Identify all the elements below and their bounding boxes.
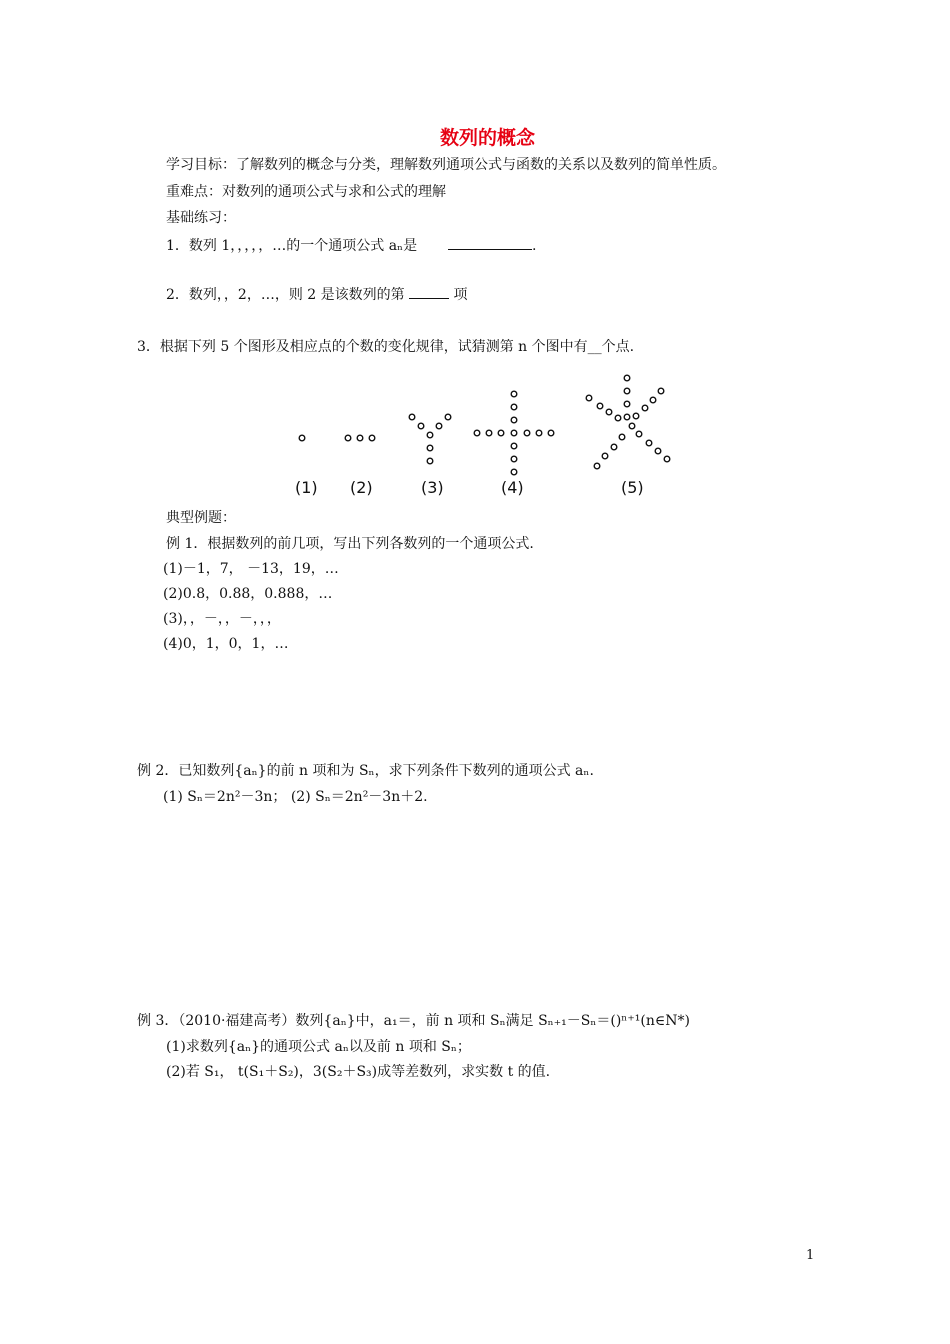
learning-goals: 学习目标：了解数列的概念与分类，理解数列通项公式与函数的关系以及数列的简单性质。 xyxy=(166,157,726,173)
dot xyxy=(586,395,592,401)
figure-label-2: (2) xyxy=(350,478,373,497)
key-points: 重难点：对数列的通项公式与求和公式的理解 xyxy=(166,184,446,200)
page-number: 1 xyxy=(806,1248,815,1263)
example-1-item-3: (3)，，－，，－，，， xyxy=(163,611,281,627)
question-1-end: . xyxy=(532,238,537,254)
dot xyxy=(498,430,504,436)
dot xyxy=(664,456,670,462)
dot xyxy=(619,434,625,440)
dot xyxy=(511,417,517,423)
dot xyxy=(624,414,630,420)
example-3: 例 3．（2010·福建高考）数列{aₙ}中，a₁＝，前 n 项和 Sₙ满足 Sₙ₊₁－Sₙ＝()ⁿ⁺¹(n∈N*) xyxy=(137,1013,690,1029)
dot xyxy=(436,423,442,429)
dot xyxy=(511,456,517,462)
dot xyxy=(536,430,542,436)
dot xyxy=(611,444,617,450)
dot xyxy=(615,415,621,421)
dot xyxy=(658,388,664,394)
dot xyxy=(650,397,656,403)
basic-practice-heading: 基础练习： xyxy=(166,210,236,226)
dot xyxy=(357,435,363,441)
question-2-end: 项 xyxy=(453,287,468,303)
dot xyxy=(624,375,630,381)
question-3: 3．根据下列 5 个图形及相应点的个数的变化规律，试猜测第 n 个图中有__个点. xyxy=(137,339,635,355)
dot xyxy=(548,430,554,436)
dot xyxy=(629,423,635,429)
dot xyxy=(636,431,642,437)
dot xyxy=(633,413,639,419)
dot xyxy=(345,435,351,441)
example-1-item-1: (1)－1，7， －13，19，… xyxy=(163,561,339,577)
dot xyxy=(418,423,424,429)
example-3-item-1: (1)求数列{aₙ}的通项公式 aₙ以及前 n 项和 Sₙ； xyxy=(166,1039,471,1055)
dot xyxy=(597,403,603,409)
question-2-text: 2．数列，，2，…，则 2 是该数列的第 xyxy=(166,287,405,303)
dot xyxy=(445,414,451,420)
dot xyxy=(655,448,661,454)
example-3-item-2: (2)若 S₁， t(S₁＋S₂)，3(S₂＋S₃)成等差数列，求实数 t 的值. xyxy=(166,1064,551,1080)
dot xyxy=(427,432,433,438)
dot xyxy=(486,430,492,436)
dot xyxy=(511,404,517,410)
figure-label-4: (4) xyxy=(501,478,524,497)
dot xyxy=(511,391,517,397)
dot xyxy=(427,445,433,451)
dot xyxy=(409,414,415,420)
dot xyxy=(369,435,375,441)
dot xyxy=(524,430,530,436)
example-1: 例 1．根据数列的前几项，写出下列各数列的一个通项公式. xyxy=(166,536,534,552)
dot xyxy=(594,463,600,469)
example-2-items: (1) Sₙ＝2n²－3n； (2) Sₙ＝2n²－3n＋2. xyxy=(163,789,428,805)
dot xyxy=(511,443,517,449)
dot xyxy=(511,469,517,475)
figure-label-3: (3) xyxy=(421,478,444,497)
dot xyxy=(646,440,652,446)
dot xyxy=(624,401,630,407)
question-1-text: 1．数列 1，，，，，…的一个通项公式 aₙ是 xyxy=(166,238,418,254)
example-2: 例 2．已知数列{aₙ}的前 n 项和为 Sₙ，求下列条件下数列的通项公式 aₙ. xyxy=(137,763,594,779)
dot xyxy=(511,430,517,436)
example-1-item-4: (4)0，1，0，1，… xyxy=(163,636,289,652)
dot xyxy=(299,435,305,441)
figure-label-5: (5) xyxy=(621,478,644,497)
dot xyxy=(606,409,612,415)
dot xyxy=(474,430,480,436)
dot xyxy=(427,458,433,464)
dot xyxy=(624,388,630,394)
dot xyxy=(642,405,648,411)
example-1-item-2: (2)0.8，0.88，0.888，… xyxy=(163,586,333,602)
dot xyxy=(602,453,608,459)
figure-label-1: (1) xyxy=(295,478,318,497)
page-title: 数列的概念 xyxy=(439,127,535,149)
examples-heading: 典型例题： xyxy=(166,510,236,526)
